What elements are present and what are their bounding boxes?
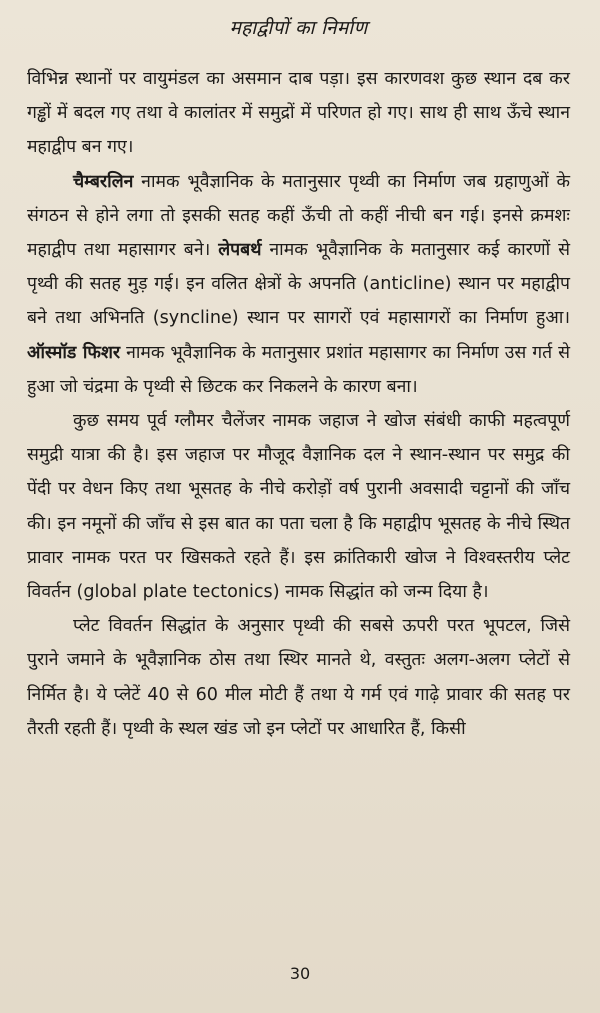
text-run: नामक भूवैज्ञानिक के मतानुसार कई कारणों से पृथ्वी की सतह मुड़ गई। इन वलित क्षेत्रों के अपनति (anticline) स्थान पर महाद्वीप बने तथा अभिनति (syncline) स्थान पर सागरों एवं महासागरों का निर्माण हुआ। xyxy=(27,240,570,329)
paragraph-p3 xyxy=(27,404,570,609)
text-run: विभिन्न स्थानों पर वायुमंडल का असमान दाब पड़ा। इस कारणवश कुछ स्थान दब कर गड्ढों में बदल गए तथा वे कालांतर में समुद्रों में परिणत हो गए। साथ ही साथ ऊँचे स्थान महाद्वीप बन गए। xyxy=(27,69,570,158)
bold-term: ऑस्मॉड फिशर xyxy=(27,342,121,363)
running-head: महाद्वीपों का निर्माण xyxy=(229,17,368,39)
text-run: प्लेट विवर्तन सिद्धांत के अनुसार पृथ्वी की सबसे ऊपरी परत भूपटल, जिसे पुराने जमाने के भूवैज्ञानिक ठोस तथा स्थिर मानते थे, वस्तुतः अलग-अलग प्लेटों से निर्मित है। ये प्लेटें 40 से 60 मील मोटी हैं तथा ये गर्म एवं गाढ़े प्रावार की सतह पर तैरती रहती हैं। पृथ्वी के स्थल खंड जो इन प्लेटों पर आधारित हैं, किसी xyxy=(27,616,570,739)
text-run: नामक भूवैज्ञानिक के मतानुसार प्रशांत महासागर का निर्माण उस गर्त से हुआ जो चंद्रमा के पृथ्वी से छिटक कर निकलने के कारण बना। xyxy=(27,342,570,397)
text-run: नामक भूवैज्ञानिक के मतानुसार पृथ्वी का निर्माण जब ग्रहाणुओं के संगठन से होने लगा तो इसकी सतह कहीं ऊँची तो कहीं नीची बन गई। इनसे क्रमशः महाद्वीप तथा महासागर बने। xyxy=(27,171,570,261)
paragraph-p2 xyxy=(27,165,570,404)
paragraph-p4 xyxy=(27,609,570,746)
text-run: कुछ समय पूर्व ग्लौमर चैलेंजर नामक जहाज ने खोज संबंधी काफी महत्वपूर्ण समुद्री यात्रा की है। इस जहाज पर मौजूद वैज्ञानिक दल ने स्थान-स्थान पर समुद्र की पेंदी पर वेधन किए तथा भूसतह के नीचे करोड़ों वर्ष पुरानी अवसादी चट्टानों की जाँच की। इन नमूनों की जाँच से इस बात का पता चला है कि महाद्वीप भूसतह के नीचे स्थित प्रावार नामक परत पर खिसकते रहते हैं। इस क्रांतिकारी खोज ने विश्वस्तरीय प्लेट विवर्तन (global plate tectonics) नामक सिद्धांत को जन्म दिया है। xyxy=(27,411,570,603)
bold-term: चैम्बरलिन xyxy=(73,171,134,192)
paragraph-p1 xyxy=(27,62,570,165)
page-number: 30 xyxy=(289,964,311,983)
body-text xyxy=(27,62,570,746)
bold-term: लेपबर्थ xyxy=(218,240,262,261)
